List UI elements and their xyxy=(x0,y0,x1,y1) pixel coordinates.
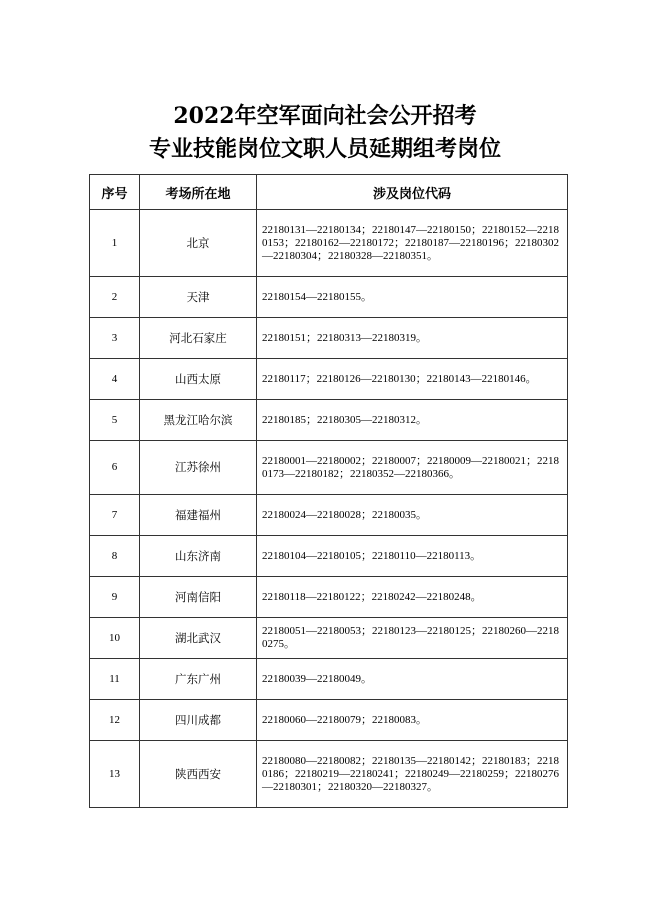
table-row xyxy=(90,700,568,741)
table-row xyxy=(90,359,568,400)
table-row xyxy=(90,536,568,577)
row-number: 6 xyxy=(90,441,140,495)
row-location: 陕西西安 xyxy=(140,741,257,808)
table-row xyxy=(90,618,568,659)
table-row xyxy=(90,741,568,808)
row-location: 山东济南 xyxy=(140,536,257,577)
row-number: 12 xyxy=(90,700,140,741)
row-location: 山西太原 xyxy=(140,359,257,400)
table-row xyxy=(90,318,568,359)
row-codes: 22180131—22180134；22180147—22180150；22180152—22180153；22180162—22180172；22180187—22180196；22180302—22180304；22180328—22180351。 xyxy=(257,210,568,277)
row-codes: 22180039—22180049。 xyxy=(257,659,568,700)
row-number: 7 xyxy=(90,495,140,536)
title-line-1: 2022年空军面向社会公开招考 xyxy=(173,103,477,129)
row-codes: 22180151；22180313—22180319。 xyxy=(257,318,568,359)
table-row xyxy=(90,210,568,277)
table-row xyxy=(90,577,568,618)
header-exam-location: 考场所在地 xyxy=(140,175,257,210)
row-codes: 22180060—22180079；22180083。 xyxy=(257,700,568,741)
title-line-2: 专业技能岗位文职人员延期组考岗位 xyxy=(148,136,501,162)
table-row xyxy=(90,277,568,318)
row-location: 湖北武汉 xyxy=(140,618,257,659)
row-location: 黑龙江哈尔滨 xyxy=(140,400,257,441)
row-number: 3 xyxy=(90,318,140,359)
row-codes: 22180080—22180082；22180135—22180142；22180183；22180186；22180219—22180241；22180249—22180259；22180276—22180301；22180320—22180327。 xyxy=(257,741,568,808)
row-number: 11 xyxy=(90,659,140,700)
row-number: 9 xyxy=(90,577,140,618)
row-location: 福建福州 xyxy=(140,495,257,536)
row-codes: 22180154—22180155。 xyxy=(257,277,568,318)
row-number: 8 xyxy=(90,536,140,577)
row-number: 4 xyxy=(90,359,140,400)
row-codes: 22180024—22180028；22180035。 xyxy=(257,495,568,536)
row-codes: 22180185；22180305—22180312。 xyxy=(257,400,568,441)
table-row xyxy=(90,495,568,536)
table-row xyxy=(90,441,568,495)
row-number: 13 xyxy=(90,741,140,808)
document-title xyxy=(0,100,650,166)
exam-sites-table xyxy=(89,174,568,808)
row-codes: 22180118—22180122；22180242—22180248。 xyxy=(257,577,568,618)
row-location: 北京 xyxy=(140,210,257,277)
table-header-row xyxy=(90,175,568,210)
row-number: 2 xyxy=(90,277,140,318)
row-number: 10 xyxy=(90,618,140,659)
row-location: 天津 xyxy=(140,277,257,318)
row-number: 1 xyxy=(90,210,140,277)
row-location: 河南信阳 xyxy=(140,577,257,618)
row-location: 江苏徐州 xyxy=(140,441,257,495)
table-row xyxy=(90,400,568,441)
row-location: 河北石家庄 xyxy=(140,318,257,359)
table-row xyxy=(90,659,568,700)
row-codes: 22180051—22180053；22180123—22180125；22180260—22180275。 xyxy=(257,618,568,659)
header-position-codes: 涉及岗位代码 xyxy=(257,175,568,210)
row-location: 四川成都 xyxy=(140,700,257,741)
row-location: 广东广州 xyxy=(140,659,257,700)
row-codes: 22180117；22180126—22180130；22180143—22180146。 xyxy=(257,359,568,400)
row-codes: 22180104—22180105；22180110—22180113。 xyxy=(257,536,568,577)
row-number: 5 xyxy=(90,400,140,441)
header-serial-number: 序号 xyxy=(90,175,140,210)
row-codes: 22180001—22180002；22180007；22180009—22180021；22180173—22180182；22180352—22180366。 xyxy=(257,441,568,495)
